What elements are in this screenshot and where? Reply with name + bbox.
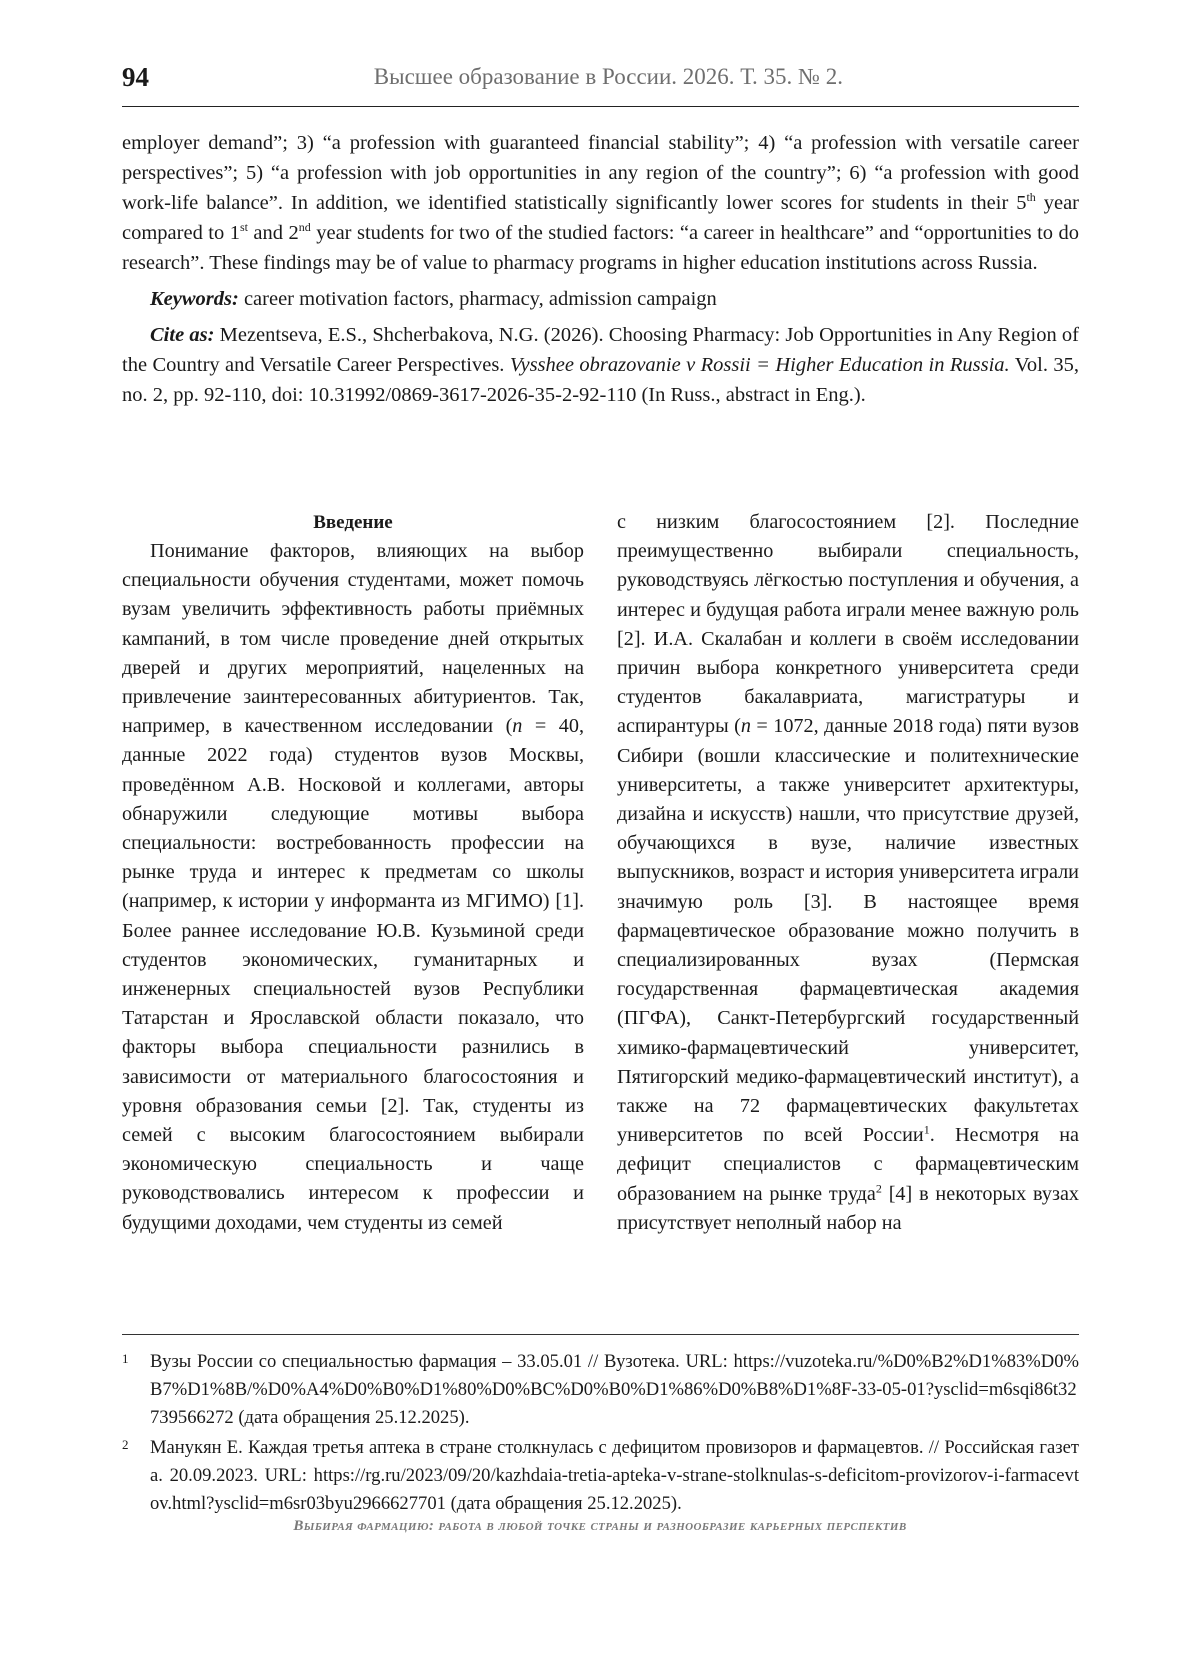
body-paragraph: с низким благосостоянием [2]. Последние преимущественно выбирали специальность, руководствуясь лёгкостью поступления и обучения, а интерес и будущая работа играли менее важную роль [2]. И.А. Скалабан и коллеги в своём исследовании причин выбора конкретного университета среди студентов бакалавриата, магистратуры и аспирантуры (n = 1072, данные 2018 года) пяти вузов Сибири (вошли классические и политехнические университеты, а также университет архитектуры, дизайна и искусств) нашли, что присутствие друзей, обучающихся в вузе, наличие известных выпускников, возраст и история университета играли значимую роль [3]. В настоящее время фармацевтическое образование можно получить в специализированных вузах (Пермская государственная фармацевтическая академия (ПГФА), Санкт-Петербургский государственный химико-фармацевтический университет, Пятигорский медико-фармацевтический институт), а также на 72 фармацевтических факультетах университетов по всей России$^1$. Несмотря на дефицит специалистов с фармацевтическим образованием на рынке труда$^2$ [4] в некоторых вузах присутствует неполный набор на bbox=[617, 511, 1080, 1234]
body-paragraph: Понимание факторов, влияющих на выбор специальности обучения студентами, может помочь вузам увеличить эффективность работы приёмных кампаний, в том числе проведение дней открытых дверей и других мероприятий, нацеленных на привлечение заинтересованных абитуриентов. Так, например, в качественном исследовании (n = 40, данные 2022 года) студентов вузов Москвы, проведённом А.В. Носковой и коллегами, авторы обнаружили следующие мотивы выбора специальности: востребованность профессии на рынке труда и интерес к предметам со школы (например, к истории у информанта из МГИМО) [1]. Более раннее исследование Ю.В. Кузьминой среди студентов экономических, гуманитарных и инженерных специальностей вузов Республики Татарстан и Ярославской области показало, что факторы выбора специальности разнились в зависимости от материального благосостояния и уровня образования семьи [2]. Так, студенты из семей с высоким благосостоянием выбирали экономическую специальность и чаще руководствовались интересом к профессии и будущими доходами, чем студенты из семей bbox=[122, 540, 584, 1234]
footnote-item bbox=[122, 1434, 1079, 1518]
footnote-item bbox=[122, 1348, 1079, 1432]
footnote-text: Манукян Е. Каждая третья аптека в стране столкнулась с дефицитом провизоров и фармацевтов. // Российская газета. 20.09.2023. URL: https://rg.ru/2023/09/20/kazhdaia-tretia-apteka-v-strane-stolknulas-s-deficitom-provizorov-i-farmacevtov.html?ysclid=m6sr03byu2966627701 (дата обращения 25.12.2025). bbox=[150, 1437, 1079, 1514]
footnote-ref: 2 bbox=[875, 1180, 882, 1195]
journal-title: Высшее образование в России. 2026. Т. 35. № 2. bbox=[373, 64, 843, 89]
footnote-ref: 1 bbox=[923, 1122, 930, 1137]
body-column-left bbox=[122, 508, 584, 1238]
running-title: Выбирая фармацию: работа в любой точке страны и разнообразие карьерных перспектив bbox=[293, 1518, 907, 1534]
footnote-number: 1 bbox=[122, 1351, 129, 1366]
body-column-right bbox=[617, 508, 1079, 1238]
page-number: 94 bbox=[122, 62, 149, 92]
footnote-divider bbox=[122, 1334, 1079, 1335]
cite-label: Cite as: bbox=[150, 324, 215, 346]
footnote-number: 2 bbox=[122, 1437, 129, 1452]
page-header bbox=[122, 60, 1079, 107]
abstract-section bbox=[122, 128, 1079, 410]
keywords-label: Keywords: bbox=[150, 288, 239, 310]
footnote-text: Вузы России со специальностью фармация – 33.05.01 // Вузотека. URL: https://vuzoteka.ru/%D0%B2%D1%83%D0%B7%D1%8B/%D0%A4%D0%B0%D1%80%D0%BC%D0%B0%D1%86%D0%B8%D1%8F-33-05-01?ysclid=m6sqi86t32739566272 (дата обращения 25.12.2025). bbox=[150, 1351, 1079, 1428]
footnotes bbox=[122, 1348, 1079, 1520]
keywords bbox=[122, 284, 1079, 314]
cite-journal: Vysshee obrazovanie v Rossii = Higher Education in Russia. bbox=[509, 354, 1010, 376]
citation: Cite as: Mezentseva, E.S., Shcherbakova, N.G. (2026). Choosing Pharmacy: Job Opportunities in Any Region of the Country and Versatile Career Perspectives. Vysshee obrazovanie v Rossii = Higher Education in Russia. Vol. 35, no. 2, pp. 92-110, doi: 10.31992/0869-3617-2026-35-2-92-110 (In Russ., abstract in Eng.). bbox=[122, 324, 1080, 406]
keywords-text: career motivation factors, pharmacy, admission campaign bbox=[238, 288, 717, 310]
abstract-continuation: employer demand”; 3) “a profession with guaranteed financial stability”; 4) “a profession with versatile career perspectives”; 5) “a profession with job opportunities in any region of the country”; 6) “a profession with good work-life balance”. In addition, we identified statistically significantly lower scores for students in their 5th year compared to 1st and 2nd year students for two of the studied factors: “a career in healthcare” and “opportunities to do research”. These findings may be of value to pharmacy programs in higher education institutions across Russia. bbox=[122, 132, 1080, 274]
section-heading: Введение bbox=[313, 512, 393, 533]
